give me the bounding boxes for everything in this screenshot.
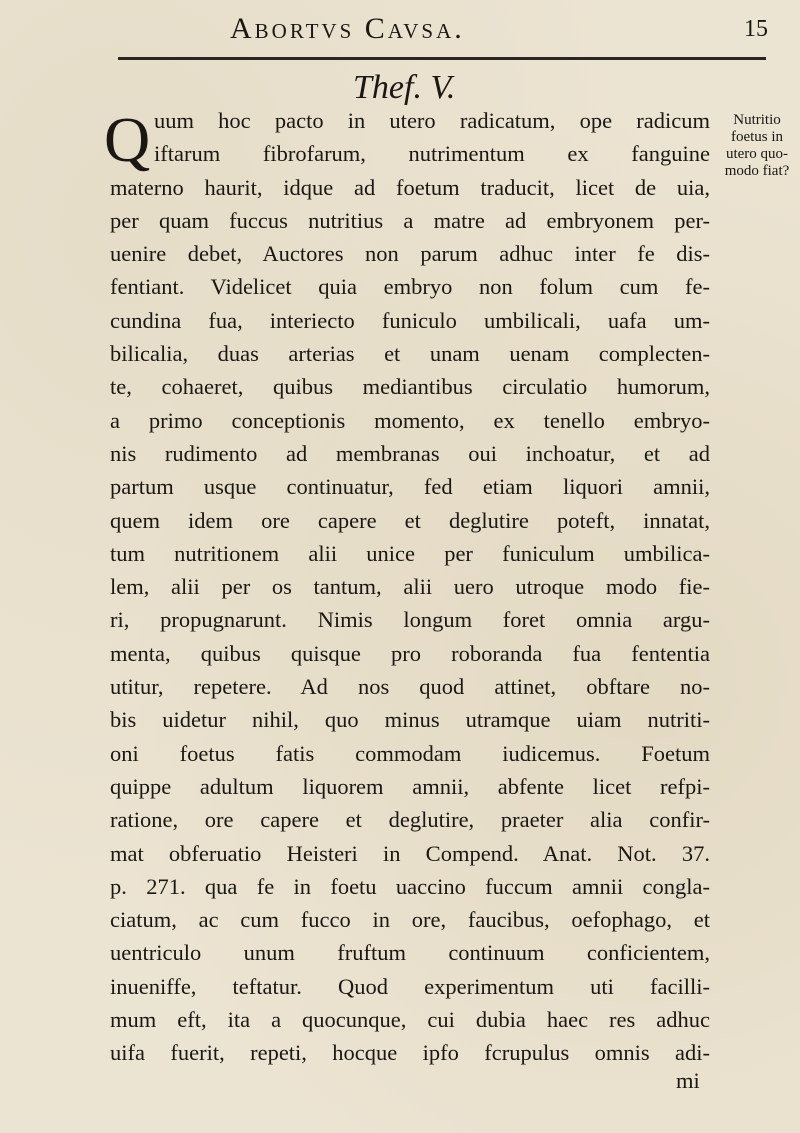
text-line: uenire debet, Auctores non parum adhuc inter fe dis-: [110, 241, 710, 267]
text-line: ratione, ore capere et deglutire, praeter alia confir-: [110, 807, 710, 833]
text-line: mat obferuatio Heisteri in Compend. Anat. Not. 37.: [110, 840, 710, 866]
text-line: partum usque continuatur, fed etiam liquori amnii,: [110, 474, 710, 500]
body-text: [110, 104, 710, 1070]
text-line: inueniffe, teftatur. Quod experimentum uti facilli-: [110, 973, 710, 999]
text-line: bilicalia, duas arterias et unam uenam complecten-: [110, 341, 710, 367]
text-line: p. 271. qua fe in foetu uaccino fuccum amnii congla-: [110, 873, 710, 899]
catchword: mi: [676, 1068, 700, 1093]
margin-note-line: modo fiat?: [724, 163, 790, 179]
running-head: Abortvs Cavsa.: [230, 12, 465, 45]
text-line: quem idem ore capere et deglutire poteft, innatat,: [110, 507, 710, 533]
text-line: oni foetus fatis commodam iudicemus. Foetum: [110, 740, 710, 766]
text-line: uum hoc pacto in utero radicatum, ope radicum: [154, 108, 710, 133]
header-rule: [118, 57, 766, 60]
page-number: 15: [744, 16, 768, 42]
margin-note: [712, 112, 800, 180]
margin-note-line: Nutritio: [733, 112, 781, 128]
text-line: per quam fuccus nutritius a matre ad embryonem per-: [110, 207, 710, 233]
margin-note-line: utero quo-: [725, 146, 789, 162]
text-line: fentiant. Videlicet quia embryo non folum cum fe-: [110, 274, 710, 300]
text-line: te, cohaeret, quibus mediantibus circulatio humorum,: [110, 374, 710, 400]
text-line: mum eft, ita a quocunque, cui dubia haec res adhuc: [110, 1007, 710, 1033]
text-line: iftarum fibrofarum, nutrimentum ex fanguine: [154, 141, 710, 167]
text-line: quippe adultum liquorem amnii, abfente licet refpi-: [110, 773, 710, 799]
thesis-heading: Thef. V.: [353, 69, 456, 106]
drop-cap: Q: [104, 104, 151, 175]
text-line: tum nutritionem alii unice per funiculum umbilica-: [110, 540, 710, 566]
text-line: a primo conceptionis momento, ex tenello embryo-: [110, 407, 710, 433]
text-line: bis uidetur nihil, quo minus utramque uiam nutriti-: [110, 707, 710, 733]
text-line: ciatum, ac cum fucco in ore, faucibus, oefophago, et: [110, 907, 710, 933]
text-line: materno haurit, idque ad foetum traducit, licet de uia,: [110, 174, 710, 200]
text-line: nis rudimento ad membranas oui inchoatur, et ad: [110, 440, 710, 466]
text-line: lem, alii per os tantum, alii uero utroque modo fie-: [110, 574, 710, 600]
text-line: menta, quibus quisque pro roboranda fua fententia: [110, 640, 710, 666]
text-line: utitur, repetere. Ad nos quod attinet, obftare no-: [110, 674, 710, 700]
text-line: uifa fuerit, repeti, hocque ipfo fcrupulus omnis adi-: [110, 1040, 710, 1066]
text-line: ri, propugnarunt. Nimis longum foret omnia argu-: [110, 607, 710, 633]
text-line: uentriculo unum fruftum continuum conficientem,: [110, 940, 710, 966]
text-line: cundina fua, interiecto funiculo umbilicali, uafa um-: [110, 307, 710, 333]
margin-note-line: foetus in: [730, 129, 784, 145]
